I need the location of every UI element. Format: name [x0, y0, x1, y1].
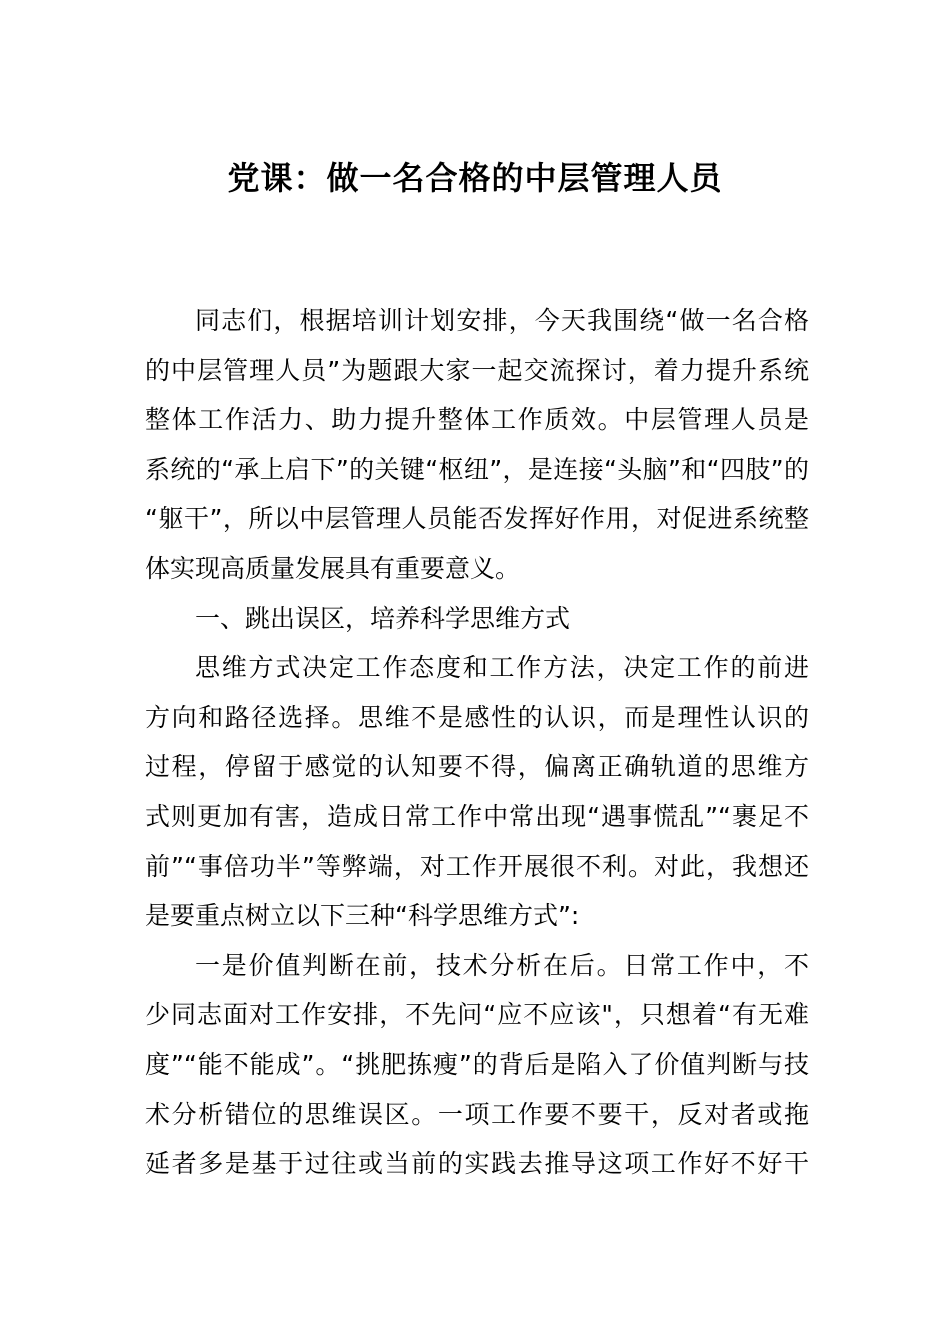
paragraph-line: 整体工作活力、助力提升整体工作质效。中层管理人员是: [145, 405, 809, 435]
paragraph-line: 少同志面对工作安排，不先问“应不应该"，只想着“有无难: [145, 1000, 809, 1030]
paragraph-line: 是要重点树立以下三种“科学思维方式”:: [145, 901, 580, 931]
paragraph-line: 术分析错位的思维误区。一项工作要不要干，反对者或拖: [145, 1099, 809, 1129]
paragraph-line: 延者多是基于过往或当前的实践去推导这项工作好不好干: [145, 1149, 809, 1179]
document-body: [145, 296, 809, 1189]
paragraph-line: 的中层管理人员”为题跟大家一起交流探讨，着力提升系统: [145, 355, 809, 385]
paragraph-line: 系统的“承上启下”的关键“枢纽”，是连接“头脑”和“四肢”的: [145, 454, 809, 484]
paragraph-line: 前”“事倍功半”等弊端，对工作开展很不利。对此，我想还: [145, 851, 809, 881]
page-title: 党课：做一名合格的中层管理人员: [227, 159, 723, 197]
paragraph-line: “躯干”，所以中层管理人员能否发挥好作用，对促进系统整: [145, 504, 809, 534]
paragraph-line: 一是价值判断在前，技术分析在后。日常工作中，不: [195, 950, 809, 980]
paragraph-line: 体实现高质量发展具有重要意义。: [145, 553, 521, 583]
paragraph-line: 思维方式决定工作态度和工作方法，决定工作的前进: [195, 653, 809, 683]
paragraph-line: 式则更加有害，造成日常工作中常出现“遇事慌乱”“裹足不: [145, 801, 809, 831]
paragraph-line: 同志们，根据培训计划安排，今天我围绕“做一名合格: [195, 306, 809, 335]
paragraph-line: 度”“能不能成”。“挑肥拣瘦”的背后是陷入了价值判断与技: [145, 1049, 809, 1079]
paragraph-line: 方向和路径选择。思维不是感性的认识，而是理性认识的: [145, 702, 809, 732]
paragraph-line: 过程，停留于感觉的认知要不得，偏离正确轨道的思维方: [145, 752, 809, 782]
section-heading: 一、跳出误区，培养科学思维方式: [195, 603, 571, 633]
